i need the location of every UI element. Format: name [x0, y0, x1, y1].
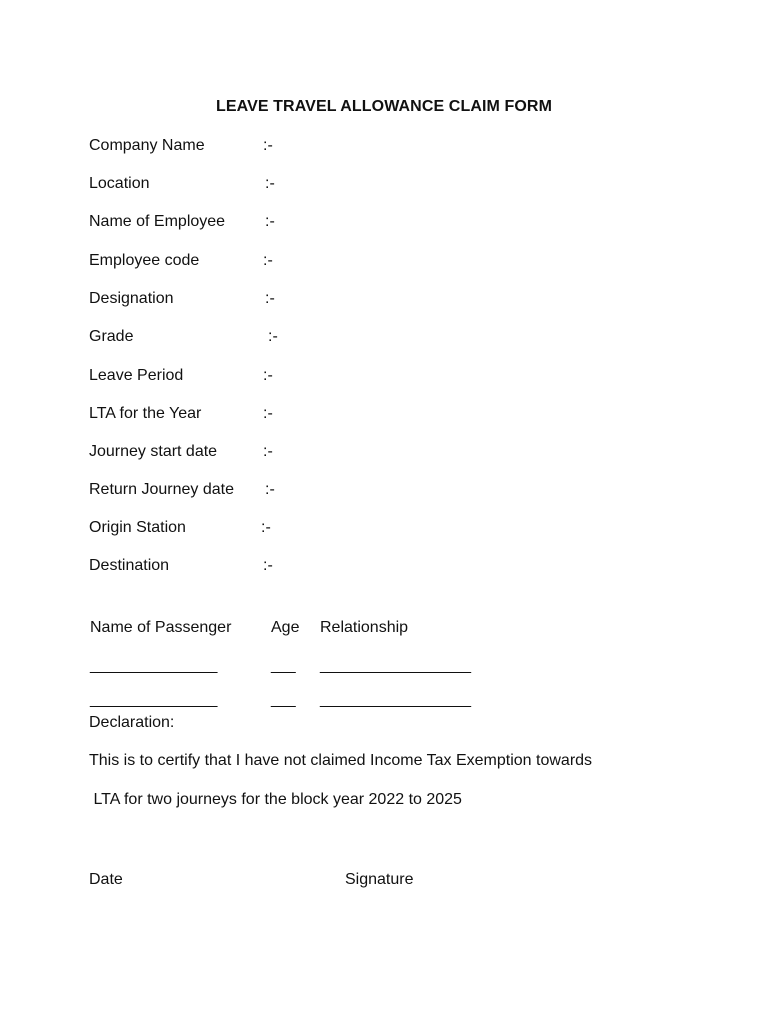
- passenger-age-blank: ___: [271, 657, 295, 674]
- header-relationship: Relationship: [320, 619, 409, 636]
- header-name-of-passenger: Name of Passenger: [90, 619, 232, 636]
- field-separator: :-: [263, 367, 273, 384]
- field-label: Company Name: [89, 137, 205, 154]
- field-separator: :-: [263, 405, 273, 422]
- passenger-name-blank: ________________: [90, 657, 217, 674]
- form-title: LEAVE TRAVEL ALLOWANCE CLAIM FORM: [215, 98, 553, 115]
- field-separator: :-: [268, 328, 278, 345]
- field-label: Destination: [89, 557, 170, 574]
- declaration-line-1: This is to certify that I have not claimed Income Tax Exemption towards: [89, 752, 593, 769]
- passenger-relationship-blank: ___________________: [320, 657, 471, 674]
- field-separator: :-: [263, 443, 273, 460]
- field-label: Origin Station: [89, 519, 186, 536]
- field-separator: :-: [265, 290, 275, 307]
- passenger-name-blank: ________________: [90, 691, 217, 708]
- field-separator: :-: [265, 175, 275, 192]
- field-label: Designation: [89, 290, 174, 307]
- field-separator: :-: [263, 557, 273, 574]
- declaration-line-2: LTA for two journeys for the block year 2022 to 2025: [89, 791, 462, 808]
- field-label: Return Journey date: [89, 481, 234, 498]
- field-separator: :-: [263, 252, 273, 269]
- field-separator: :-: [265, 481, 275, 498]
- passenger-relationship-blank: ___________________: [320, 691, 471, 708]
- field-label: Location: [89, 175, 150, 192]
- passenger-age-blank: ___: [271, 691, 295, 708]
- field-separator: :-: [261, 519, 271, 536]
- field-label: Grade: [89, 328, 134, 345]
- field-label: Name of Employee: [89, 213, 226, 230]
- field-label: Journey start date: [89, 443, 218, 460]
- field-separator: :-: [265, 213, 275, 230]
- field-separator: :-: [263, 137, 273, 154]
- field-label: Leave Period: [89, 367, 184, 384]
- signature-label: Signature: [345, 871, 414, 888]
- field-label: Employee code: [89, 252, 200, 269]
- header-age: Age: [271, 619, 300, 636]
- field-label: LTA for the Year: [89, 405, 202, 422]
- declaration-heading: Declaration:: [89, 714, 175, 731]
- date-label: Date: [89, 871, 123, 888]
